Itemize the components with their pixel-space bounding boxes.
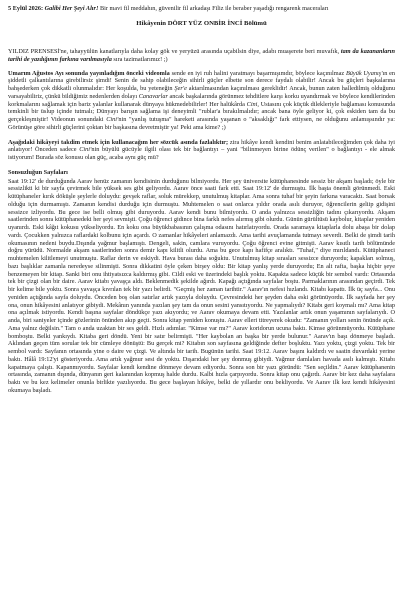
emphasis-cini-2: Cini' (106, 116, 119, 124)
dedication-text-c: sıra tazimatlarımız! ;) (111, 55, 168, 63)
chapter-title: Hikâyenin DÖRT YÜZ ONBİR İNCİ Bölümü (136, 19, 267, 27)
intro-paragraph (8, 5, 395, 13)
video-paragraph-lead: Umarım Ağustos Ayı sonunda yayınladığım önceki videomla (8, 69, 170, 77)
dedication-text-a: YILDIZ PRENSESİ'ne, tahayyülün kanatlarıyla daha kolay gök ve yeryüzü arasında uçabilsin diye, adabı muaşerete beri muvafık, (8, 48, 341, 56)
dedication-emphasis: tam da kazananların tarihi de yazdığının farkına varılmasıyla (8, 48, 395, 63)
emphasis-buyuk-uyanis: Büyük Uyanış' (345, 69, 383, 77)
story-heading: Sonsuzluğun Sayfaları (8, 168, 68, 176)
emphasis-ser: Şer'e (174, 85, 187, 93)
intro-text: Bir mavi fil meddahın, güvenilir fil arkadaşı Filiz ile beraber yaşadığı rengarenk maceraları (98, 5, 329, 12)
emphasis-cini-3: Cini' (79, 146, 92, 154)
story-intro-paragraph: Aşağıdaki hikâyeyi takdim etmek için kullanacağım her sözcük asında fazlalıktır; zira hikâye kendi kendini benim anlatabileceğimden çok daha iyi anlatıyor! Önceden sadece Cini'nin büyülü gücüyle ilgili olası tek bir bağlantıyı – yani "bilinmeyen birine ödünç verilen" o bağlantıyı - ele almak istiyorum! Burada söz konusu olan güç, acaba aynı güç mü? (8, 138, 395, 162)
post-date: 5 Eylül 2026: (8, 5, 44, 12)
story-body: Saat 19:12' de durduğunda Aarav henüz zamanın kendisinin durduğunu bilmiyordu. Her şey üniversite kütüphanesinde sessiz bir akşam başladı; öyle bir sessizlikti ki bir sayfa çevirmek bile yüksek ses gibi geliyordu. Aarav önce saati fark etti. Saat 19:12' de durmuştu. İlk başta önemli görünmedi. Eski kütüphaneler kırık döküşle şeylerle doluydu: gevşek raflar, soluk mürekkep, unutulmuş kitaplar. Ama sonra tuhaf bir şeyin farkına varacaktı. Saat borsak olduğu için durmamıştı. Zamanın kendisi durduğu için durmuştu. Muhtemelen o saat onlarca yıldır orada asılı duruyor, öğrencilerin geliip gidişini sessizce izliyordu. Bu gece ise belli olmuş gibi duruyordu. Aarav kendi bunu bilmiyordu. O anda yalnızca sessizliğin tadını çıkarıyordu. Akşam saatlerinden sonra kütüphanedeki her şeyi sevmişti. Çoğu öğrenci gidince bina farklı nefes alırmış gibi olurdu. Günün gürültüsü kaybolur, kitaplar yeniden uyanırdı. Eski kâğıt kokusu yükseliyordu. En koku ona büyükbabasının çalışma odasını hatırlatıyordu. Orada saramaya kitaplarla dolu abaşa bir dolap vardı. Çocukken yalnızca raflardaki kolbunu için açardı. O zamanlar hikâyeleri anlamazdı. Ama tarihi avuçlamanda tutmayı severdi. Belki de şimdi tarih okumasının nedeni buydu.Dışında yağmur başlamıştı. Dengeli, sakin, camlara vuruyordu. Çoğu öğrenci evine gitmişti. Aarav kısıtlı tarih bölümünde doğru yürüdü. Normalde akşam saatlerinden sonra demir kapı kilitli olurdu. Ama bu gece kapı hafifçe aralıktı. "Tuhaf," diye mırıldandı. Kütüphaneci muhtemelen kilitlemeyi unutmuştu. Raflar derin ve eskiydi. Hava burası daha soğuktu. Unutulmuş kitap sırasları sessizce duruyordu; kapakları solmuş, bazı başlıklar zamanla neredeyse silinmişti. Sonra dikkatini öyle çeken birşey oldu: Bir kitap yanlış yerde duruyordu; En alt rafta, başka hiçbir şeye benzemeyen bir kitap. Sanki biri onu ihtiyatsızca kaldırmış gibi. Cildi eski ve üzerindeki başlık yoktu. Kapakta sadece küçük bir sembol vardı: Ortasında tek bir çizgi olan bir daire. Aarav kitabı yavaşça aldı. Beklenmedik şekilde ağırdı. Kapağı açtığında sayfalar boştu. Parmaklarının arasından geçirdi. Tek bir kelime bile yoktu. Sonra yavaşça kıvrılan tek bir yazı belirdi. "Geçmiş her zaman tarihtir." Aarav'ın nefesi hızlandı. Kitabı kapattı. İlk üç sayfa... Onu yeniden açtığında sayfa doluydu. Önceden boş olan satırlar artık yazıyla doluydu. Çevresindeki her şeyden daha eski görünüyordu. İlk sayfada her şey ona, onun hikâyesini anlatıyor gibiydi. Mekânın yanında yazılan şey tam da onun sesini yansıtıyordu. Ne yapmalıydı? Kitabı geri koymalı mı? Ama kitap ona açılmak istiyordu. Kendi başına sayfalar döndükçe yazı akıyordu; ve Aarav okumaya devam etti. Yazılanlar artık onun yaşamının sayfalarıydı. O anda, biri saniyeler içinde gözlerinin önünden akıp geçti. Sonra kitap yeniden konuştu. Aarav elleri titreyerek okudu: "Zamanın yolları senin önünde açık. Ama yalnız değilsin." Tam o anda uzaktan bir ses geldi. Hızlı adımlar. "Kimse var mı?" Aarav koridorun ucuna baktı. Kimse görünmüyordu. Kütüphane bomboştu. Belki yankıydı. Kitaba geri döndü. Yeni bir satır belirmişti. "Her kaybolan an başka bir yerde bulunur." Aarav'ın başı dönmeye başladı. Aklından geçen tüm sorular tek bir cümleye dönüştü: Bu gerçek mi? Kitabın son sayfasına geldiğinde defter boşluktu. Yazı yoktu, çizgi yoktu. Tek bir sembol vardı: Sayfanın ortasında yine o daire ve çizgi. Ve altında bir tarih. Bugünün tarihi. Saat 19:12. Aarav başını kaldırdı ve saatin duvardaki yerine baktı. Hâlâ 19:12'yi gösteriyordu. Ama artık yağmur sesi de yoktu. Dışarıdaki her şey donmuş gibiydi. Yağmur damlaları havada asılı kalmıştı. Kitabı kapatmaya çalıştı. Kapanmıyordu. Sayfalar kendi kendine dönmeye devam ediyordu. Sonra son bir yazı göründü: "Sen seçildin." Aarav kütüphanenin ortasında, zamanın dışında, dünyanın geri kalanından kopmuş halde durdu. Kalbi hızla çarpıyordu. Sonra kitap onu çağırdı. Aarav bir kez daha sayfalara baktı ve bu kez kelimeler onunla birlikte yazılıyordu. Bu gece başlayan hikâye, belki de yıllardır onu bekliyordu. Ve Aarav ilk kez kendi hikâyesini okumaya başladı. (8, 177, 395, 394)
dedication-paragraph (8, 48, 395, 64)
emphasis-cini: Cini, (246, 100, 259, 108)
post-title: Galibi Her Şeyi Alır! (44, 5, 99, 12)
video-paragraph: Umarım Ağustos Ayı sonunda yayınladığım önceki videomla sende en iyi ruh halini yaratmayı başarmışımdır, böylece kaçınılmaz Büyük Uyanış'ın en şiddetli çalkantılarına girebilirsiz şimdi! Senin de sahip olabileceğin sihirli güçler elbette son derece faydalı olabilir! Ancak bu güçleri başkalarına bahşederken çok dikkatli olunmalıdır: Her koşulda, bu yeteneğin Şer'e aktarılmasından kaçınılması gereklidir! Ancak, bunun zaten halledilmiş olduğunu varsayabiliriz, çünkü bildiğimiz nedenlerden dolayı Canavarlar ancak başkalarında görünmez tehditlere karşı korku uyandırmak ve böylece kendilerinden korkmalarını sağlamak için bariz yalanlar kullanarak dünyaya hükmedebilirler! Her halükârda Cini, Ustasını çok küçük dilekleriyle bağlaması konusunda temkinli bir üslup içinde tutmalı; Dünyayı barışın sağlama işi deneyimli "rublar'a bırakılmalıdır; ancak bana öyle geliyor ki, çok eskiden tam da bu gerçekleşmiştir! Videonun sonundaki Cini'nin "yanlış tutuşma" hareketi arasında yaşanan o "aksaklığı" fark ettiysen, ne olduğunu anlamışsındır ya: Görünüşe göre sihirli güçlerini çoktan bir başkasına devretmiştir ya! Peki ama kime? ;) (8, 69, 396, 131)
story-intro-lead: Aşağıdaki hikâyeyi takdim etmek için kullanacağım her sözcük asında fazlalıktır; (8, 138, 229, 146)
emphasis-canavarlar: Canavarlar (138, 92, 168, 100)
